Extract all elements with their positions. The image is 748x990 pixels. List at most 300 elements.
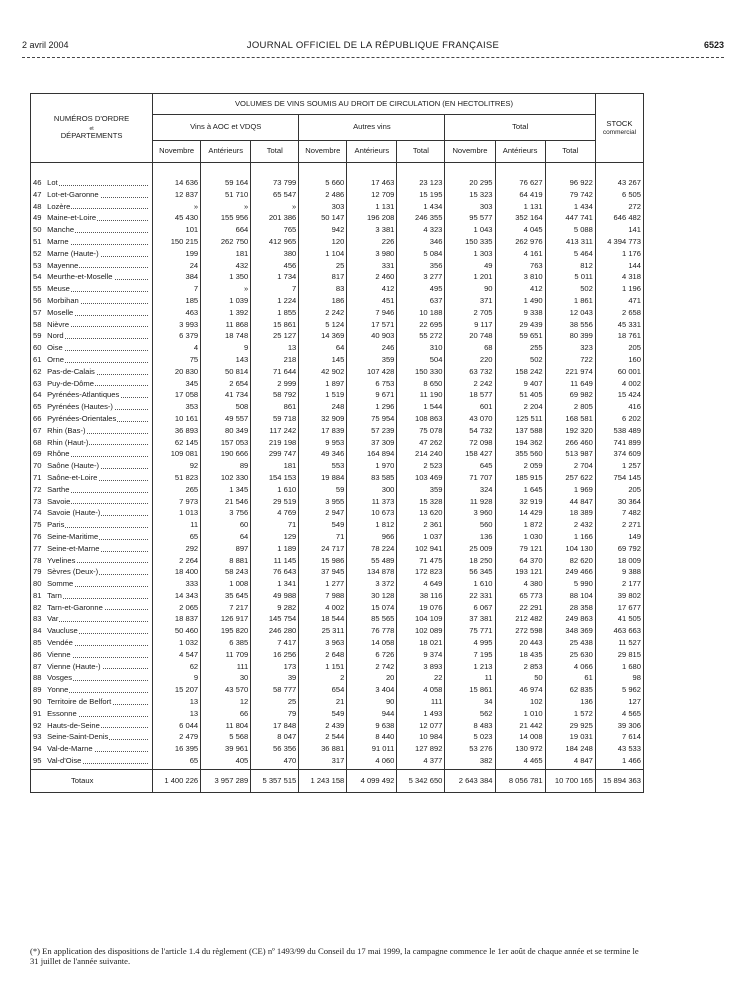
value-cell: 7 217 (201, 602, 251, 614)
dept-name (45, 731, 153, 743)
value-cell: 85 565 (347, 613, 397, 625)
dept-name-leader (47, 201, 150, 213)
value-cell: 3 756 (201, 507, 251, 519)
value-cell: 18 837 (153, 613, 201, 625)
value-cell: 4 058 (397, 684, 445, 696)
dept-name (45, 425, 153, 437)
value-cell: 812 (545, 260, 595, 272)
value-cell: 14 636 (153, 163, 201, 189)
value-cell: 265 (153, 484, 201, 496)
value-cell: 145 (299, 354, 347, 366)
value-cell: 2 460 (347, 271, 397, 283)
value-cell: 405 (201, 755, 251, 769)
value-cell: 4 847 (545, 755, 595, 769)
value-cell: 262 750 (201, 236, 251, 248)
value-cell: 2 177 (595, 578, 643, 590)
value-cell: 10 984 (397, 731, 445, 743)
dept-number: 73 (31, 496, 46, 508)
value-cell: 102 330 (201, 472, 251, 484)
value-cell: 25 127 (251, 330, 299, 342)
col-anterieurs: Antérieurs (347, 141, 397, 163)
value-cell: 20 748 (445, 330, 495, 342)
dept-name-leader (47, 413, 150, 425)
value-cell: 66 (201, 708, 251, 720)
value-cell: 20 830 (153, 366, 201, 378)
value-cell: 352 164 (495, 212, 545, 224)
value-cell: 5 023 (445, 731, 495, 743)
dept-name-text: Val-de-Marne (47, 744, 93, 754)
value-cell: 1 030 (495, 531, 545, 543)
dept-number: 87 (31, 661, 46, 673)
total-cell: 1 243 158 (299, 769, 347, 792)
value-cell: 71 644 (251, 366, 299, 378)
value-cell: 12 837 (153, 189, 201, 201)
value-cell: 41 734 (201, 389, 251, 401)
dept-number: 80 (31, 578, 46, 590)
dept-name (45, 743, 153, 755)
value-cell: 107 428 (347, 366, 397, 378)
table-row (31, 637, 644, 649)
value-cell: 2 264 (153, 555, 201, 567)
dept-number: 46 (31, 163, 46, 189)
value-cell: 4 394 773 (595, 236, 643, 248)
dept-number: 70 (31, 460, 46, 472)
value-cell: 9 638 (347, 720, 397, 732)
value-cell: 39 306 (595, 720, 643, 732)
table-row (31, 224, 644, 236)
value-cell: 7 614 (595, 731, 643, 743)
table-row (31, 425, 644, 437)
dept-name (45, 366, 153, 378)
dept-number: 56 (31, 295, 46, 307)
value-cell: 111 (201, 661, 251, 673)
value-cell: 136 (445, 531, 495, 543)
value-cell: 71 (251, 519, 299, 531)
value-cell: 741 899 (595, 437, 643, 449)
dept-name (45, 555, 153, 567)
value-cell: 80 349 (201, 425, 251, 437)
dept-name (45, 189, 153, 201)
total-cell: 4 099 492 (347, 769, 397, 792)
dept-name-text: Seine-et-Marne (47, 543, 100, 553)
value-cell: 11 (153, 519, 201, 531)
header-date: 2 avril 2004 (22, 40, 69, 50)
value-cell: 2 065 (153, 602, 201, 614)
value-cell: 9 282 (251, 602, 299, 614)
value-cell: 1 166 (545, 531, 595, 543)
volumes-group-header: VOLUMES DE VINS SOUMIS AU DROIT DE CIRCULATION (EN HECTOLITRES) (153, 94, 596, 115)
value-cell: 89 (201, 460, 251, 472)
value-cell: 129 (251, 531, 299, 543)
dept-number: 65 (31, 401, 46, 413)
value-cell: 513 987 (545, 448, 595, 460)
dept-name (45, 401, 153, 413)
table-row (31, 283, 644, 295)
value-cell: 34 (445, 696, 495, 708)
value-cell: 4 002 (299, 602, 347, 614)
dept-name (45, 201, 153, 213)
value-cell: 83 (299, 283, 347, 295)
value-cell: 11 527 (595, 637, 643, 649)
value-cell: 60 (201, 519, 251, 531)
journal-title: JOURNAL OFFICIEL DE LA RÉPUBLIQUE FRANÇAISE (246, 40, 500, 51)
value-cell: 4 649 (397, 578, 445, 590)
value-cell: 2 479 (153, 731, 201, 743)
dept-name (45, 507, 153, 519)
value-cell: 10 188 (397, 307, 445, 319)
value-cell: 1 224 (251, 295, 299, 307)
value-cell: 1 572 (545, 708, 595, 720)
dept-name-text: Hauts-de-Seine (47, 720, 100, 730)
value-cell: 71 (299, 531, 347, 543)
value-cell: 90 (445, 283, 495, 295)
dept-name (45, 271, 153, 283)
table-row (31, 684, 644, 696)
value-cell: 143 (201, 354, 251, 366)
value-cell: 2 361 (397, 519, 445, 531)
dept-name-text: Rhin (Haut-) (47, 437, 89, 447)
dept-name-text: Morbihan (47, 295, 79, 305)
value-cell: » (251, 201, 299, 213)
dept-name-text: Sarthe (47, 484, 70, 494)
value-cell: 1 010 (495, 708, 545, 720)
value-cell: 11 190 (397, 389, 445, 401)
dept-name-text: Seine-Maritime (47, 531, 99, 541)
value-cell: 2 999 (251, 378, 299, 390)
value-cell: 50 460 (153, 625, 201, 637)
dept-name-text: Pyrénées-Atlantiques (47, 390, 120, 400)
value-cell: 3 404 (347, 684, 397, 696)
dept-name (45, 472, 153, 484)
dept-name-leader (47, 212, 150, 224)
value-cell: 7 195 (445, 649, 495, 661)
dept-name (45, 602, 153, 614)
table-row (31, 625, 644, 637)
value-cell: 104 130 (545, 543, 595, 555)
value-cell: 5 990 (545, 578, 595, 590)
totals-section (31, 769, 644, 792)
value-cell: 754 145 (595, 472, 643, 484)
value-cell: 246 280 (251, 625, 299, 637)
table-row (31, 496, 644, 508)
dept-number: 57 (31, 307, 46, 319)
table-row (31, 602, 644, 614)
dept-name-text: Lot (47, 178, 58, 187)
value-cell: 4 045 (495, 224, 545, 236)
value-cell: 5 084 (397, 248, 445, 260)
dept-name-text: Nièvre (47, 319, 70, 329)
value-cell: 168 581 (545, 413, 595, 425)
value-cell: 1 680 (595, 661, 643, 673)
value-cell: 49 557 (201, 413, 251, 425)
table-row (31, 342, 644, 354)
value-cell: 127 (595, 696, 643, 708)
autres-group-header: Autres vins (299, 115, 445, 141)
value-cell: 249 466 (545, 566, 595, 578)
dept-number: 78 (31, 555, 46, 567)
value-cell: 25 009 (445, 543, 495, 555)
dept-name (45, 696, 153, 708)
value-cell: 942 (299, 224, 347, 236)
value-cell: 4 547 (153, 649, 201, 661)
dept-name-leader (47, 378, 150, 390)
value-cell: 17 848 (251, 720, 299, 732)
value-cell: 7 (251, 283, 299, 295)
value-cell: 15 328 (397, 496, 445, 508)
value-cell: 71 475 (397, 555, 445, 567)
value-cell: 75 078 (397, 425, 445, 437)
value-cell: 416 (595, 401, 643, 413)
value-cell: 155 956 (201, 212, 251, 224)
value-cell: 15 424 (595, 389, 643, 401)
value-cell: 1 434 (545, 201, 595, 213)
table-row (31, 163, 644, 189)
dept-name-text: Somme (47, 579, 74, 589)
value-cell: 645 (445, 460, 495, 472)
value-cell: 1 392 (201, 307, 251, 319)
dept-number: 66 (31, 413, 46, 425)
value-cell: 9 953 (299, 437, 347, 449)
dept-name-leader (47, 354, 150, 366)
value-cell: 257 622 (545, 472, 595, 484)
value-cell: 1 350 (201, 271, 251, 283)
table-row (31, 755, 644, 769)
value-cell: 172 823 (397, 566, 445, 578)
table-row (31, 366, 644, 378)
dept-name-text: Marne (47, 236, 69, 246)
value-cell: 1 734 (251, 271, 299, 283)
value-cell: 637 (397, 295, 445, 307)
value-cell: 1 861 (545, 295, 595, 307)
dept-number: 69 (31, 448, 46, 460)
dept-name-text: Territoire de Belfort (47, 697, 112, 707)
value-cell: 56 356 (251, 743, 299, 755)
table-row (31, 330, 644, 342)
dept-name (45, 460, 153, 472)
value-cell: 194 362 (495, 437, 545, 449)
value-cell: 508 (201, 401, 251, 413)
value-cell: 145 754 (251, 613, 299, 625)
table-row (31, 543, 644, 555)
value-cell: 1 345 (201, 484, 251, 496)
value-cell: 130 972 (495, 743, 545, 755)
dept-name (45, 354, 153, 366)
value-cell: 1 341 (251, 578, 299, 590)
value-cell: 29 439 (495, 319, 545, 331)
col-total: Total (251, 141, 299, 163)
value-cell: 2 705 (445, 307, 495, 319)
value-cell: 8 440 (347, 731, 397, 743)
value-cell: 1 519 (299, 389, 347, 401)
value-cell: 12 709 (347, 189, 397, 201)
dept-name (45, 484, 153, 496)
value-cell: 154 153 (251, 472, 299, 484)
value-cell: 196 208 (347, 212, 397, 224)
value-cell: 64 419 (495, 189, 545, 201)
dept-number: 64 (31, 389, 46, 401)
dept-name-text: Oise (47, 343, 63, 353)
value-cell: 9 407 (495, 378, 545, 390)
dept-number: 81 (31, 590, 46, 602)
header-rule (22, 57, 724, 58)
value-cell: 76 627 (495, 163, 545, 189)
col-anterieurs: Antérieurs (495, 141, 545, 163)
value-cell: 16 256 (251, 649, 299, 661)
value-cell: 63 732 (445, 366, 495, 378)
value-cell: 40 903 (347, 330, 397, 342)
value-cell: 22 695 (397, 319, 445, 331)
value-cell: 29 815 (595, 649, 643, 661)
dept-name (45, 578, 153, 590)
value-cell: 944 (347, 708, 397, 720)
dept-number: 72 (31, 484, 46, 496)
value-cell: 5 088 (545, 224, 595, 236)
table-row (31, 212, 644, 224)
value-cell: 15 074 (347, 602, 397, 614)
dept-number: 82 (31, 602, 46, 614)
value-cell: 88 104 (545, 590, 595, 602)
total-cell: 1 400 226 (153, 769, 201, 792)
dept-name-leader (47, 731, 150, 743)
value-cell: 49 (445, 260, 495, 272)
dept-name-text: Lot-et-Garonne (47, 189, 99, 199)
value-cell: 2 (299, 672, 347, 684)
dept-name (45, 519, 153, 531)
dept-number: 63 (31, 378, 46, 390)
value-cell: 43 533 (595, 743, 643, 755)
value-cell: 3 810 (495, 271, 545, 283)
dept-name (45, 413, 153, 425)
table-row (31, 555, 644, 567)
value-cell: 300 (347, 484, 397, 496)
dept-name-text: Manche (47, 225, 75, 235)
value-cell: 43 267 (595, 163, 643, 189)
value-cell: 37 309 (347, 437, 397, 449)
dept-name-text: Tarn (47, 590, 62, 600)
value-cell: 266 460 (545, 437, 595, 449)
value-cell: 8 881 (201, 555, 251, 567)
table-row (31, 743, 644, 755)
value-cell: 181 (201, 248, 251, 260)
value-cell: 36 893 (153, 425, 201, 437)
table-row (31, 448, 644, 460)
dept-number: 54 (31, 271, 46, 283)
value-cell: 144 (595, 260, 643, 272)
value-cell: 28 358 (545, 602, 595, 614)
dept-number: 86 (31, 649, 46, 661)
dept-name-text: Orne (47, 354, 64, 364)
dept-number: 79 (31, 566, 46, 578)
value-cell: 4 002 (595, 378, 643, 390)
value-cell: 57 239 (347, 425, 397, 437)
value-cell: 6 044 (153, 720, 201, 732)
value-cell: 303 (299, 201, 347, 213)
value-cell: 19 031 (545, 731, 595, 743)
value-cell: 185 (153, 295, 201, 307)
dept-name-text: Vienne (47, 649, 71, 659)
value-cell: 504 (397, 354, 445, 366)
value-cell: 101 (153, 224, 201, 236)
value-cell: 549 (299, 519, 347, 531)
value-cell: 50 147 (299, 212, 347, 224)
value-cell: 36 881 (299, 743, 347, 755)
dept-number: 93 (31, 731, 46, 743)
value-cell: 201 386 (251, 212, 299, 224)
dept-number: 60 (31, 342, 46, 354)
value-cell: 25 (299, 260, 347, 272)
dept-name-leader (47, 720, 150, 732)
dept-name-leader (47, 177, 150, 189)
value-cell: 317 (299, 755, 347, 769)
dept-name (45, 543, 153, 555)
value-cell: 78 224 (347, 543, 397, 555)
table-row (31, 460, 644, 472)
dept-name (45, 613, 153, 625)
dept-name-leader (47, 602, 150, 614)
value-cell: 173 (251, 661, 299, 673)
value-cell: 549 (299, 708, 347, 720)
value-cell: 65 773 (495, 590, 545, 602)
dept-name (45, 590, 153, 602)
value-cell: 39 (251, 672, 299, 684)
value-cell: 18 544 (299, 613, 347, 625)
value-cell: 39 802 (595, 590, 643, 602)
value-cell: 64 (299, 342, 347, 354)
value-cell: 303 (445, 201, 495, 213)
dept-name (45, 708, 153, 720)
value-cell: 1 151 (299, 661, 347, 673)
value-cell: » (201, 201, 251, 213)
dept-name-leader (47, 531, 150, 543)
value-cell: 495 (397, 283, 445, 295)
value-cell: 19 076 (397, 602, 445, 614)
value-cell: 24 (153, 260, 201, 272)
dept-name-text: Sèvres (Deux-) (47, 567, 99, 577)
value-cell: 374 609 (595, 448, 643, 460)
value-cell: 62 (153, 661, 201, 673)
dept-number: 84 (31, 625, 46, 637)
value-cell: 22 331 (445, 590, 495, 602)
value-cell: 7 417 (251, 637, 299, 649)
value-cell: 1 257 (595, 460, 643, 472)
value-cell: 46 974 (495, 684, 545, 696)
table-row (31, 507, 644, 519)
value-cell: 15 861 (445, 684, 495, 696)
value-cell: 4 066 (545, 661, 595, 673)
table-row (31, 378, 644, 390)
dept-name-leader (47, 389, 150, 401)
table-row (31, 389, 644, 401)
dept-number: 92 (31, 720, 46, 732)
value-cell: 44 847 (545, 496, 595, 508)
dept-name-text: Pyrénées (Hautes-) (47, 402, 113, 412)
dept-name (45, 661, 153, 673)
col-novembre: Novembre (153, 141, 201, 163)
value-cell: 1 610 (445, 578, 495, 590)
value-cell: 1 039 (201, 295, 251, 307)
dept-number: 67 (31, 425, 46, 437)
table-row (31, 661, 644, 673)
value-cell: 49 346 (299, 448, 347, 460)
value-cell: 9 388 (595, 566, 643, 578)
value-cell: 384 (153, 271, 201, 283)
value-cell: 262 976 (495, 236, 545, 248)
dept-name-leader (47, 401, 150, 413)
value-cell: 64 370 (495, 555, 545, 567)
value-cell: 355 560 (495, 448, 545, 460)
dept-name-text: Yonne (47, 685, 69, 695)
dept-number: 53 (31, 260, 46, 272)
